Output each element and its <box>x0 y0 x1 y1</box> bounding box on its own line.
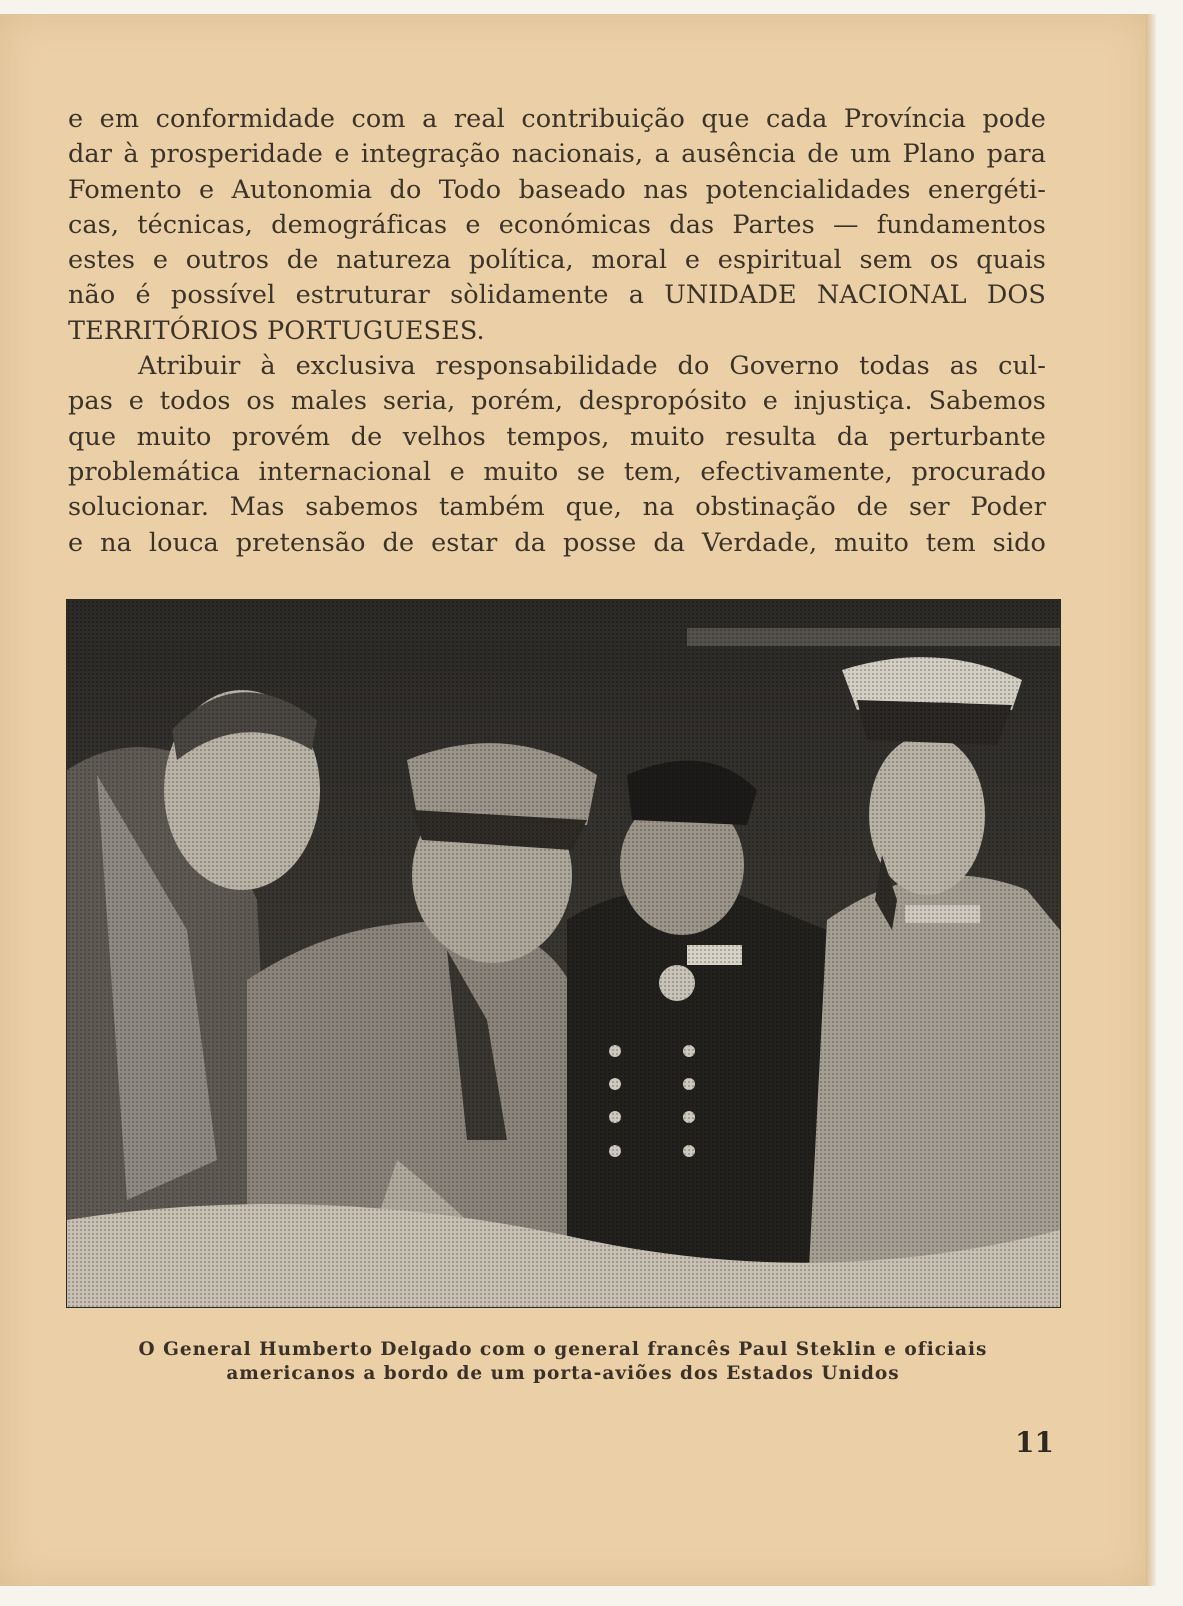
caption-line: O General Humberto Delgado com o general francês Paul Steklin e oficiais <box>138 1339 988 1360</box>
article-line: Fomento e Autonomia do Todo baseado nas potencialidades energéti- <box>68 174 1046 205</box>
article-line: pas e todos os males seria, porém, despropósito e injustiça. Sabemos <box>68 386 1046 417</box>
photo-caption <box>66 1338 1060 1386</box>
article-line: problemática internacional e muito se tem, efectivamente, procurado <box>68 456 1046 487</box>
article-line: não é possível estruturar sòlidamente a UNIDADE NACIONAL DOS <box>68 280 1046 311</box>
halftone-screen <box>67 600 1060 1307</box>
article-line: TERRITÓRIOS PORTUGUESES. <box>68 315 485 346</box>
article-line: que muito provém de velhos tempos, muito resulta da perturbante <box>68 421 1046 452</box>
caption-line: americanos a bordo de um porta-aviões dos Estados Unidos <box>226 1363 900 1384</box>
page-edge <box>1146 14 1156 1586</box>
article-line: cas, técnicas, demográficas e económicas das Partes — fundamentos <box>68 209 1046 240</box>
article-line: e em conformidade com a real contribuição que cada Província pode <box>68 104 1046 134</box>
article-line: dar à prosperidade e integração nacionais, a ausência de um Plano para <box>68 139 1046 170</box>
photo-illustration <box>67 600 1060 1307</box>
article-paragraph-start: Atribuir à exclusiva responsabilidade do Governo todas as cul- <box>138 351 1046 382</box>
page-number: 11 <box>1015 1426 1054 1459</box>
article-line: estes e outros de natureza política, moral e espiritual sem os quais <box>68 245 1046 276</box>
article-line: solucionar. Mas sabemos também que, na obstinação de ser Poder <box>68 492 1046 523</box>
article-body <box>68 102 1046 561</box>
article-line: e na louca pretensão de estar da posse da Verdade, muito tem sido <box>68 527 1046 558</box>
news-photograph <box>66 599 1061 1308</box>
